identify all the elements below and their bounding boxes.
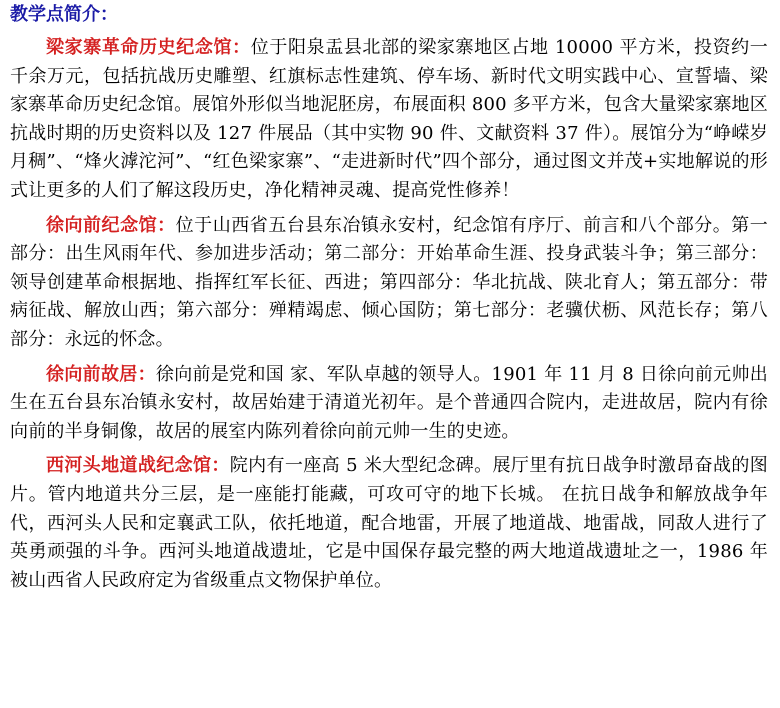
section-label: 徐向前故居： bbox=[46, 363, 156, 385]
section-label: 西河头地道战纪念馆： bbox=[46, 455, 230, 477]
section-label: 梁家寨革命历史纪念馆： bbox=[46, 37, 251, 58]
section-text: 位于山西省五台县东冶镇永安村，纪念馆有序厅、前言和八个部分。第一部分：出生风雨年代、参加进步活动；第二部分：开始革命生涯、投身武装斗争；第三部分：领导创建革命根据地、指挥红军长征、西进；第四部分：华北抗战、陕北育人；第五部分：带病征战、解放山西；第六部分：殚精竭虑、倾心国防；第七部分：老骥伏枥、风范长存；第八部分：永远的怀念。 bbox=[10, 214, 768, 350]
section-label: 徐向前纪念馆： bbox=[46, 214, 176, 236]
section-xihetou-tunnel bbox=[10, 452, 768, 595]
section-xuxiangqian-residence bbox=[10, 361, 768, 447]
section-text: 院内有一座高 5 米大型纪念碑。展厅里有抗日战争时激昂奋战的图片。管内地道共分三层，是一座能打能藏，可攻可守的地下长城。 在抗日战争和解放战争年代，西河头人民和定襄武工队，依托地道，配合地雷，开展了地道战、地雷战，同敌人进行了英勇顽强的斗争。西河头地道战遗址，它是中国保存最完整的两大地道战遗址之一，1986 年被山西省人民政府定为省级重点文物保护单位。 bbox=[10, 455, 769, 591]
section-liangjiazhai bbox=[10, 34, 768, 206]
section-text: 徐向前是党和国 家、军队卓越的领导人。1901 年 11 月 8 日徐向前元帅出生在五台县东冶镇永安村，故居始建于清道光初年。是个普通四合院内，走进故居，院内有徐向前的半身铜像，故居的展室内陈列着徐向前元帅一生的史迹。 bbox=[10, 363, 769, 442]
section-text: 位于阳泉盂县北部的梁家寨地区占地 10000 平方米，投资约一千余万元，包括抗战历史雕塑、红旗标志性建筑、停车场、新时代文明实践中心、宣誓墙、梁家寨革命历史纪念馆。展馆外形似当地泥胚房，布展面积 800 多平方米，包含大量梁家寨地区抗战时期的历史资料以及 127 件展品（其中实物 90 件、文献资料 37 件）。展馆分为“峥嵘岁月稠”、“烽火滹沱河”、“红色梁家寨”、“走进新时代”四个部分，通过图文并茂+实地解说的形式让更多的人们了解这段历史，净化精神灵魂、提高党性修养！ bbox=[10, 37, 768, 201]
section-xuxiangqian-memorial bbox=[10, 212, 768, 355]
page-heading: 教学点简介： bbox=[10, 4, 118, 25]
